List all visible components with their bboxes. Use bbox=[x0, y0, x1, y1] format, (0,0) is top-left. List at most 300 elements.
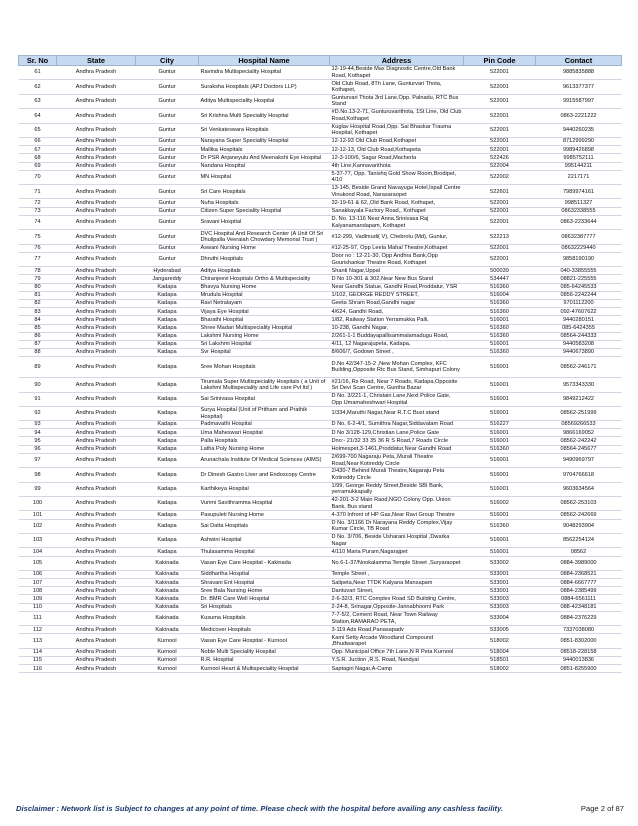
cell-pin-code: 533002 bbox=[464, 556, 536, 570]
cell-contact: 0884-2376229 bbox=[536, 611, 622, 625]
table-row bbox=[19, 421, 622, 429]
cell-address: 7-7-5/2, Cement Road, Near Town Railway Station,RAMARAO PETA, bbox=[330, 611, 464, 625]
cell-state: Andhra Pradesh bbox=[57, 421, 136, 429]
cell-city: Guntur bbox=[136, 94, 199, 108]
cell-hospital-name: Sri Krishna Multi Speciality Hospital bbox=[199, 109, 330, 123]
table-row bbox=[19, 587, 622, 595]
cell-sr-no: 67 bbox=[19, 146, 57, 154]
cell-contact: 0863-2221222 bbox=[536, 109, 622, 123]
cell-sr-no: 116 bbox=[19, 665, 57, 673]
cell-city: Kurnool bbox=[136, 665, 199, 673]
table-row bbox=[19, 603, 622, 611]
cell-hospital-name: Shravani Ent Hospital bbox=[199, 579, 330, 587]
cell-address: 42-201-3-2 Main Raod,NGO Colony Opp. Union Bank, Bus stand bbox=[330, 496, 464, 510]
cell-address: 4/11, 12 Nagarajupeta, Kadapa, bbox=[330, 340, 464, 348]
cell-state: Andhra Pradesh bbox=[57, 299, 136, 307]
cell-hospital-name: Siddhartha Hospital bbox=[199, 570, 330, 578]
cell-hospital-name: Sree Bala Nursing Home bbox=[199, 587, 330, 595]
cell-state: Andhra Pradesh bbox=[57, 468, 136, 482]
table-header-row bbox=[19, 56, 622, 66]
cell-pin-code: 522001 bbox=[464, 123, 536, 137]
cell-contact: 9885835888 bbox=[536, 66, 622, 80]
cell-hospital-name: MN Hospital bbox=[199, 170, 330, 184]
table-row bbox=[19, 533, 622, 547]
cell-city: Kakinada bbox=[136, 603, 199, 611]
cell-hospital-name: Sai Datta Hospitals bbox=[199, 519, 330, 533]
cell-hospital-name: Nuha Hospitals bbox=[199, 199, 330, 207]
cell-hospital-name: Ravi Netralayam bbox=[199, 299, 330, 307]
cell-state: Andhra Pradesh bbox=[57, 199, 136, 207]
cell-sr-no: 78 bbox=[19, 267, 57, 275]
cell-sr-no: 103 bbox=[19, 533, 57, 547]
cell-contact: 9985752111 bbox=[536, 154, 622, 162]
cell-state: Andhra Pradesh bbox=[57, 445, 136, 453]
cell-hospital-name: Tirumala Super Multispeciality Hospitals ( a Unit of Lakshmi Multispeciality and Life care Pvt ltd ) bbox=[199, 378, 330, 392]
cell-contact: 0884-6667777 bbox=[536, 579, 622, 587]
cell-hospital-name: Uma Maheswari Hospital bbox=[199, 429, 330, 437]
cell-contact: 08562 bbox=[536, 548, 622, 556]
table-row bbox=[19, 332, 622, 340]
table-row bbox=[19, 230, 622, 244]
cell-city: Guntur bbox=[136, 154, 199, 162]
cell-contact: 0884-2385499 bbox=[536, 587, 622, 595]
cell-city: Kadapa bbox=[136, 468, 199, 482]
cell-city: Kakinada bbox=[136, 556, 199, 570]
cell-pin-code: 522001 bbox=[464, 146, 536, 154]
cell-pin-code: 516001 bbox=[464, 468, 536, 482]
cell-contact: 9613377377 bbox=[536, 80, 622, 94]
cell-hospital-name: Dr PSR Anjaneyulu And Meenakshi Eye Hospital bbox=[199, 154, 330, 162]
cell-pin-code: 516001 bbox=[464, 511, 536, 519]
cell-hospital-name: Sri Hospitals bbox=[199, 603, 330, 611]
cell-address: D No 3/128-129,Christian Lane,Police Gate bbox=[330, 429, 464, 437]
cell-pin-code: 533001 bbox=[464, 579, 536, 587]
cell-state: Andhra Pradesh bbox=[57, 519, 136, 533]
cell-contact: 08569266533 bbox=[536, 421, 622, 429]
cell-city: Kadapa bbox=[136, 453, 199, 467]
cell-contact: 9440673890 bbox=[536, 349, 622, 357]
cell-hospital-name: Karthikeya Hospital bbox=[199, 482, 330, 496]
cell-state: Andhra Pradesh bbox=[57, 340, 136, 348]
cell-state: Andhra Pradesh bbox=[57, 511, 136, 519]
cell-pin-code: 516002 bbox=[464, 496, 536, 510]
cell-contact: 7337038080 bbox=[536, 626, 622, 634]
cell-address: Sanakkayala Factory Road,, Kothapet bbox=[330, 207, 464, 215]
cell-contact: 085-64245533 bbox=[536, 283, 622, 291]
cell-sr-no: 106 bbox=[19, 570, 57, 578]
cell-city: Kakinada bbox=[136, 626, 199, 634]
cell-sr-no: 112 bbox=[19, 626, 57, 634]
cell-state: Andhra Pradesh bbox=[57, 626, 136, 634]
cell-city: Kadapa bbox=[136, 445, 199, 453]
table-row bbox=[19, 283, 622, 291]
cell-city: Guntur bbox=[136, 109, 199, 123]
cell-hospital-name: Aswani Nursing Home bbox=[199, 244, 330, 252]
cell-hospital-name: Vijaya Eye Hospital bbox=[199, 308, 330, 316]
cell-city: Guntur bbox=[136, 199, 199, 207]
cell-address: D No 10-301 & 302,Near New Bus Stand bbox=[330, 275, 464, 283]
cell-state: Andhra Pradesh bbox=[57, 207, 136, 215]
cell-city: Kadapa bbox=[136, 496, 199, 510]
cell-contact: 7989974161 bbox=[536, 185, 622, 199]
cell-contact: 08518-228158 bbox=[536, 648, 622, 656]
cell-address: Salipeta,Near TTDK Kalyana Mansapam bbox=[330, 579, 464, 587]
cell-contact: 9440013836 bbox=[536, 657, 622, 665]
cell-state: Andhra Pradesh bbox=[57, 349, 136, 357]
cell-pin-code: 522001 bbox=[464, 215, 536, 229]
cell-sr-no: 101 bbox=[19, 511, 57, 519]
cell-address: 8/606/7, Godown Street , bbox=[330, 349, 464, 357]
cell-sr-no: 113 bbox=[19, 634, 57, 648]
cell-hospital-name: Svr Hospital bbox=[199, 349, 330, 357]
cell-sr-no: 87 bbox=[19, 340, 57, 348]
cell-pin-code: 533003 bbox=[464, 603, 536, 611]
cell-state: Andhra Pradesh bbox=[57, 587, 136, 595]
cell-contact: 998511327 bbox=[536, 199, 622, 207]
table-row bbox=[19, 340, 622, 348]
table-row bbox=[19, 275, 622, 283]
cell-sr-no: 89 bbox=[19, 357, 57, 378]
cell-state: Andhra Pradesh bbox=[57, 556, 136, 570]
cell-address: 1/82, Railway Station Yerramukka Palli, bbox=[330, 316, 464, 324]
cell-state: Andhra Pradesh bbox=[57, 109, 136, 123]
hospital-network-table bbox=[18, 55, 622, 673]
cell-city: Guntur bbox=[136, 66, 199, 80]
cell-contact: 9573343330 bbox=[536, 378, 622, 392]
cell-contact: 085-6424355 bbox=[536, 324, 622, 332]
cell-city: Guntur bbox=[136, 80, 199, 94]
cell-address: Temple Street , bbox=[330, 570, 464, 578]
table-row bbox=[19, 154, 622, 162]
table-row bbox=[19, 109, 622, 123]
cell-city: Kakinada bbox=[136, 579, 199, 587]
cell-state: Andhra Pradesh bbox=[57, 407, 136, 421]
cell-sr-no: 102 bbox=[19, 519, 57, 533]
cell-address: 32-19-61 & 62,,Old Bank Road, Kothapet, bbox=[330, 199, 464, 207]
cell-address: Shanti Nagar,Uppal bbox=[330, 267, 464, 275]
cell-state: Andhra Pradesh bbox=[57, 94, 136, 108]
cell-contact: 9440260235 bbox=[536, 123, 622, 137]
cell-sr-no: 65 bbox=[19, 123, 57, 137]
cell-pin-code: 522001 bbox=[464, 109, 536, 123]
cell-state: Andhra Pradesh bbox=[57, 603, 136, 611]
cell-state: Andhra Pradesh bbox=[57, 453, 136, 467]
cell-contact: 08632229440 bbox=[536, 244, 622, 252]
cell-pin-code: 522001 bbox=[464, 94, 536, 108]
table-row bbox=[19, 357, 622, 378]
cell-city: Kadapa bbox=[136, 332, 199, 340]
cell-contact: 08562-242242 bbox=[536, 437, 622, 445]
table-row bbox=[19, 445, 622, 453]
cell-city: Kadapa bbox=[136, 407, 199, 421]
cell-contact: 9849212422 bbox=[536, 392, 622, 406]
cell-contact: 08564-244333 bbox=[536, 332, 622, 340]
cell-hospital-name: Surya Hospital (Unit of Pritham and Prathik Hospital) bbox=[199, 407, 330, 421]
cell-sr-no: 82 bbox=[19, 299, 57, 307]
cell-state: Andhra Pradesh bbox=[57, 429, 136, 437]
cell-pin-code: 522001 bbox=[464, 199, 536, 207]
cell-pin-code: 522004 bbox=[464, 162, 536, 170]
cell-sr-no: 64 bbox=[19, 109, 57, 123]
cell-contact: 040-33855555 bbox=[536, 267, 622, 275]
cell-state: Andhra Pradesh bbox=[57, 357, 136, 378]
cell-state: Andhra Pradesh bbox=[57, 579, 136, 587]
table-row bbox=[19, 595, 622, 603]
cell-contact: 9440280151 bbox=[536, 316, 622, 324]
cell-city: Kadapa bbox=[136, 392, 199, 406]
cell-city: Guntur bbox=[136, 230, 199, 244]
cell-contact: 9915587997 bbox=[536, 94, 622, 108]
cell-contact: 08562-242669 bbox=[536, 511, 622, 519]
cell-address: 2/261-1-1 Buddayapallisammalamadugu Road, bbox=[330, 332, 464, 340]
cell-contact: 0851-8302000 bbox=[536, 634, 622, 648]
table-row bbox=[19, 137, 622, 145]
cell-city: Kadapa bbox=[136, 299, 199, 307]
table-row bbox=[19, 611, 622, 625]
cell-address: Kuglav Hospital Road,Opp. Sai Bhaskar Trauma Hospital, Kothapet bbox=[330, 123, 464, 137]
cell-sr-no: 104 bbox=[19, 548, 57, 556]
table-row bbox=[19, 80, 622, 94]
cell-contact: 995144211 bbox=[536, 162, 622, 170]
cell-hospital-name: Nandana Hospital bbox=[199, 162, 330, 170]
cell-sr-no: 108 bbox=[19, 587, 57, 595]
cell-pin-code: 516360 bbox=[464, 283, 536, 291]
cell-pin-code: 516001 bbox=[464, 437, 536, 445]
table-row bbox=[19, 429, 622, 437]
cell-contact: 08564-245677 bbox=[536, 445, 622, 453]
cell-pin-code: 518002 bbox=[464, 665, 536, 673]
cell-sr-no: 110 bbox=[19, 603, 57, 611]
cell-pin-code: 522001 bbox=[464, 244, 536, 252]
table-row bbox=[19, 244, 622, 252]
cell-sr-no: 85 bbox=[19, 324, 57, 332]
cell-hospital-name: DVC Hospital And Research Center (A Unit Of Sri Dhulipalla Veeraiah Chowdary Memorial Trust ) bbox=[199, 230, 330, 244]
cell-state: Andhra Pradesh bbox=[57, 283, 136, 291]
cell-contact: 9704766618 bbox=[536, 468, 622, 482]
cell-state: Andhra Pradesh bbox=[57, 244, 136, 252]
cell-contact: 08562-246171 bbox=[536, 357, 622, 378]
cell-sr-no: 100 bbox=[19, 496, 57, 510]
cell-contact: 8712999290 bbox=[536, 137, 622, 145]
table-row bbox=[19, 648, 622, 656]
cell-address: 4/624, Gandhi Road, bbox=[330, 308, 464, 316]
cell-state: Andhra Pradesh bbox=[57, 595, 136, 603]
table-row bbox=[19, 548, 622, 556]
cell-hospital-name: Pasupuleti Nursing Home bbox=[199, 511, 330, 519]
cell-hospital-name: Vasan Eye Care Hospital - Kakinada bbox=[199, 556, 330, 570]
cell-city: Jangareddy bbox=[136, 275, 199, 283]
table-row bbox=[19, 316, 622, 324]
cell-pin-code: 518002 bbox=[464, 634, 536, 648]
page-number: Page 2 of 87 bbox=[580, 804, 624, 813]
cell-sr-no: 76 bbox=[19, 244, 57, 252]
cell-sr-no: 114 bbox=[19, 648, 57, 656]
cell-hospital-name: Vurimi Savithramma Hospital bbox=[199, 496, 330, 510]
cell-city: Kadapa bbox=[136, 482, 199, 496]
column-header-hospital-name: Hospital Name bbox=[199, 56, 330, 66]
cell-city: Guntur bbox=[136, 244, 199, 252]
cell-city: Kadapa bbox=[136, 519, 199, 533]
table-row bbox=[19, 657, 622, 665]
cell-city: Guntur bbox=[136, 162, 199, 170]
table-row bbox=[19, 437, 622, 445]
cell-hospital-name: Chiranjeevi Hospitals Ortho & Multispeciality bbox=[199, 275, 330, 283]
cell-state: Andhra Pradesh bbox=[57, 162, 136, 170]
cell-state: Andhra Pradesh bbox=[57, 378, 136, 392]
cell-pin-code: 522001 bbox=[464, 252, 536, 266]
cell-state: Andhra Pradesh bbox=[57, 146, 136, 154]
cell-city: Kadapa bbox=[136, 533, 199, 547]
column-header-pin-code: Pin Code bbox=[464, 56, 536, 66]
cell-pin-code: 522001 bbox=[464, 66, 536, 80]
cell-address: Geeta Shram Road,Gandhi nagar bbox=[330, 299, 464, 307]
table-row bbox=[19, 170, 622, 184]
cell-hospital-name: Mrudula Hospital bbox=[199, 291, 330, 299]
cell-contact: 0884-6561111 bbox=[536, 595, 622, 603]
table-row bbox=[19, 291, 622, 299]
cell-sr-no: 86 bbox=[19, 332, 57, 340]
cell-hospital-name: Dhruthi Hospitals bbox=[199, 252, 330, 266]
cell-address: 1/334,Maruthi Nagar,Near R.T.C Bust stand bbox=[330, 407, 464, 421]
cell-sr-no: 97 bbox=[19, 453, 57, 467]
disclaimer-text: Disclaimer : Network list is Subject to changes at any point of time. Please check with the hospital before availing any cashless facility. bbox=[16, 804, 504, 813]
table-row bbox=[19, 665, 622, 673]
cell-city: Kadapa bbox=[136, 308, 199, 316]
cell-state: Andhra Pradesh bbox=[57, 496, 136, 510]
cell-sr-no: 79 bbox=[19, 275, 57, 283]
cell-state: Andhra Pradesh bbox=[57, 392, 136, 406]
cell-city: Kadapa bbox=[136, 429, 199, 437]
cell-sr-no: 88 bbox=[19, 349, 57, 357]
cell-contact: 0863-2233644 bbox=[536, 215, 622, 229]
cell-pin-code: 534447 bbox=[464, 275, 536, 283]
cell-address: Gunturvari Thota 3rd Lane,Opp. Palnadu, RTC Bus Stand bbox=[330, 94, 464, 108]
cell-pin-code: 516001 bbox=[464, 378, 536, 392]
cell-address: D No, 6-2-4/1, Sumithra Nagar,Siddavatam Road bbox=[330, 421, 464, 429]
table-row bbox=[19, 579, 622, 587]
cell-city: Guntur bbox=[136, 137, 199, 145]
cell-sr-no: 109 bbox=[19, 595, 57, 603]
cell-city: Kadapa bbox=[136, 511, 199, 519]
cell-pin-code: 516360 bbox=[464, 299, 536, 307]
cell-sr-no: 71 bbox=[19, 185, 57, 199]
cell-city: Guntur bbox=[136, 207, 199, 215]
cell-sr-no: 99 bbox=[19, 482, 57, 496]
cell-city: Kadapa bbox=[136, 357, 199, 378]
cell-contact: 9989426898 bbox=[536, 146, 622, 154]
cell-hospital-name: Bhavya Nursing Home bbox=[199, 283, 330, 291]
cell-state: Andhra Pradesh bbox=[57, 267, 136, 275]
table-row bbox=[19, 378, 622, 392]
cell-city: Kadapa bbox=[136, 316, 199, 324]
cell-address: 1/99, George Reddy Street,Beside SBI Bank, yerramukkapally bbox=[330, 482, 464, 496]
table-row bbox=[19, 66, 622, 80]
cell-sr-no: 91 bbox=[19, 392, 57, 406]
table-row bbox=[19, 123, 622, 137]
table-row bbox=[19, 570, 622, 578]
cell-state: Andhra Pradesh bbox=[57, 657, 136, 665]
cell-city: Kakinada bbox=[136, 611, 199, 625]
cell-address: Door no : 12-21-30, Opp Andhra Bank,Opp Gourishankar Theatre Road, Kothapet bbox=[330, 252, 464, 266]
cell-address: 2/430-7 Behind Murali Theatre,Nagaraju Peta Kotireddy Circle bbox=[330, 468, 464, 482]
cell-city: Kadapa bbox=[136, 349, 199, 357]
cell-city: Kakinada bbox=[136, 570, 199, 578]
cell-hospital-name: Kusuma Hospitals bbox=[199, 611, 330, 625]
cell-city: Guntur bbox=[136, 252, 199, 266]
cell-pin-code: 516001 bbox=[464, 548, 536, 556]
cell-city: Kadapa bbox=[136, 340, 199, 348]
table-row bbox=[19, 556, 622, 570]
cell-sr-no: 90 bbox=[19, 378, 57, 392]
table-row bbox=[19, 519, 622, 533]
cell-pin-code: 516001 bbox=[464, 482, 536, 496]
column-header-address: Address bbox=[330, 56, 464, 66]
cell-state: Andhra Pradesh bbox=[57, 308, 136, 316]
cell-state: Andhra Pradesh bbox=[57, 324, 136, 332]
cell-hospital-name: Kurnool Heart & Multispeciality Hospital bbox=[199, 665, 330, 673]
cell-state: Andhra Pradesh bbox=[57, 123, 136, 137]
cell-pin-code: 516360 bbox=[464, 324, 536, 332]
cell-pin-code: 516001 bbox=[464, 429, 536, 437]
cell-contact: 9866169052 bbox=[536, 429, 622, 437]
cell-sr-no: 84 bbox=[19, 316, 57, 324]
cell-hospital-name: Sree Mohan Hospitals bbox=[199, 357, 330, 378]
cell-hospital-name: Sri Lakshmi Hospital bbox=[199, 340, 330, 348]
cell-state: Andhra Pradesh bbox=[57, 275, 136, 283]
cell-pin-code: 516004 bbox=[464, 291, 536, 299]
table-row bbox=[19, 185, 622, 199]
cell-hospital-name: R.R. Hospital bbox=[199, 657, 330, 665]
cell-city: Kakinada bbox=[136, 587, 199, 595]
cell-state: Andhra Pradesh bbox=[57, 482, 136, 496]
cell-pin-code: 533004 bbox=[464, 611, 536, 625]
cell-pin-code: 522001 bbox=[464, 137, 536, 145]
cell-address: 2-24-8, Srinagar,Opposite-Jannabhoomi Park bbox=[330, 603, 464, 611]
cell-address: #12-299, Vadlmudi( V), Chebrolu (Md), Guntur, bbox=[330, 230, 464, 244]
cell-pin-code: 522001 bbox=[464, 207, 536, 215]
cell-sr-no: 66 bbox=[19, 137, 57, 145]
cell-contact: 9603634564 bbox=[536, 482, 622, 496]
cell-city: Kurnool bbox=[136, 657, 199, 665]
cell-city: Kadapa bbox=[136, 378, 199, 392]
cell-pin-code: 516360 bbox=[464, 349, 536, 357]
cell-sr-no: 69 bbox=[19, 162, 57, 170]
cell-hospital-name: Sai Srinivasa Hospital bbox=[199, 392, 330, 406]
cell-sr-no: 105 bbox=[19, 556, 57, 570]
cell-pin-code: 516001 bbox=[464, 357, 536, 378]
table-row bbox=[19, 199, 622, 207]
table-row bbox=[19, 267, 622, 275]
cell-state: Andhra Pradesh bbox=[57, 648, 136, 656]
cell-contact: 0856-2242244 bbox=[536, 291, 622, 299]
cell-sr-no: 111 bbox=[19, 611, 57, 625]
cell-sr-no: 115 bbox=[19, 657, 57, 665]
cell-hospital-name: Latha Poly Nursing Home bbox=[199, 445, 330, 453]
cell-address: 12-12-13, Old Club Road,Kothapeta bbox=[330, 146, 464, 154]
cell-state: Andhra Pradesh bbox=[57, 80, 136, 94]
cell-address: Saptagiri Nagar,A-Camp bbox=[330, 665, 464, 673]
cell-sr-no: 95 bbox=[19, 437, 57, 445]
cell-hospital-name: Suraksha Hospitals (APJ Doctors LLP) bbox=[199, 80, 330, 94]
cell-city: Guntur bbox=[136, 185, 199, 199]
cell-address: 2-6-32/3, RTC Complex Road SD Building Centre, bbox=[330, 595, 464, 603]
cell-sr-no: 68 bbox=[19, 154, 57, 162]
cell-contact: 08821-225555 bbox=[536, 275, 622, 283]
cell-pin-code: 516001 bbox=[464, 340, 536, 348]
cell-address: D No. 3/221-1, Christain Lane,Next Police Gate, Opp Umamaheshwari Hospital bbox=[330, 392, 464, 406]
cell-contact: 9858190190 bbox=[536, 252, 622, 266]
cell-address: Kami Setty Arcade Woodland Compound ,Bhudwarapet bbox=[330, 634, 464, 648]
